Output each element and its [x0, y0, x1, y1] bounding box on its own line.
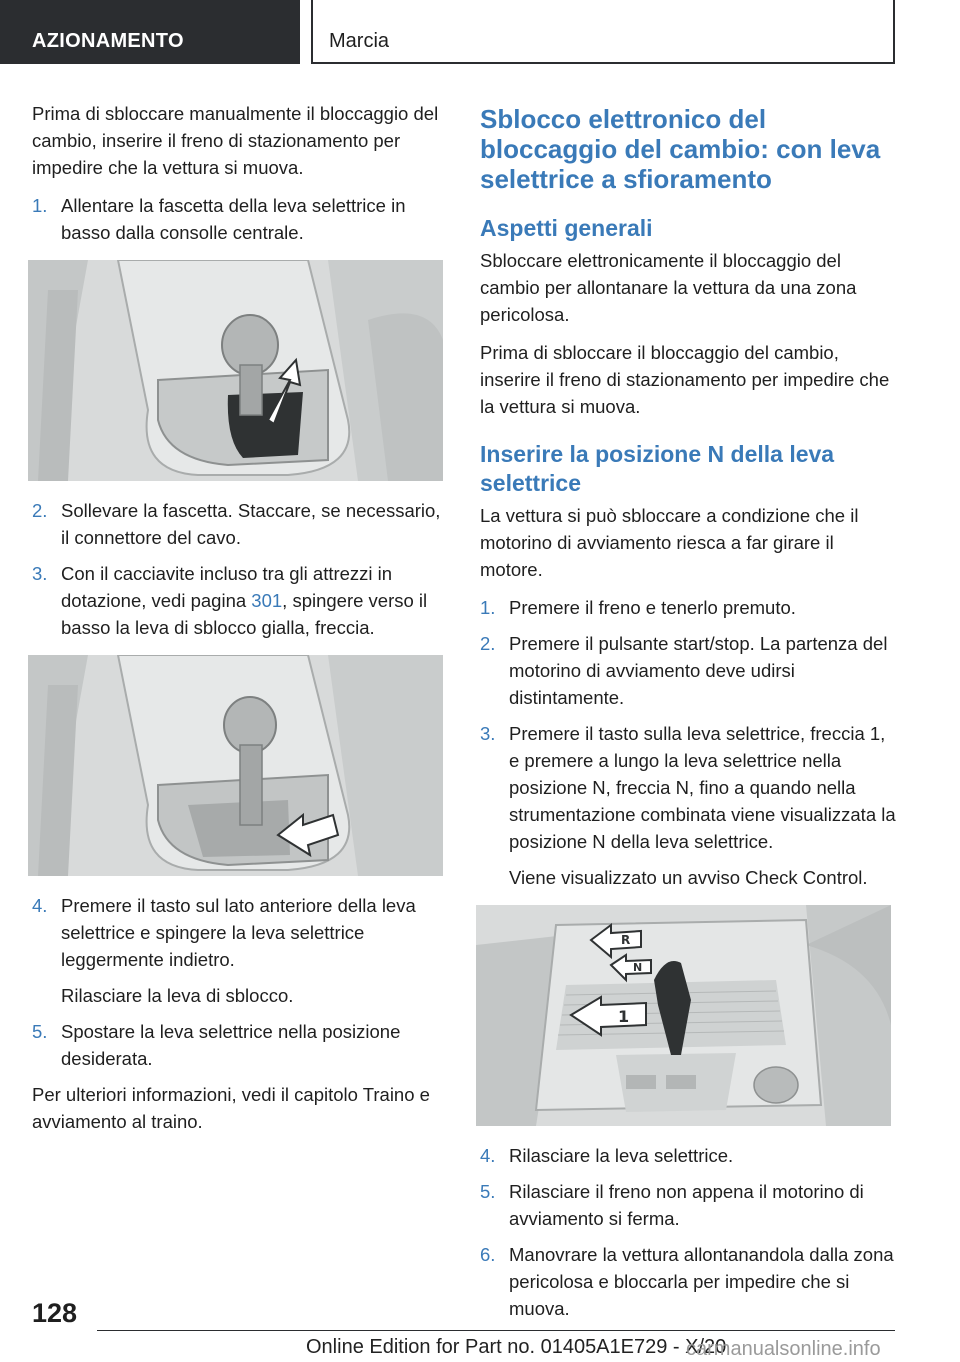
paragraph: Prima di sbloccare il bloccaggio del cambio, inserire il freno di stazionamento per impedire che la vettura si muova. — [480, 342, 890, 417]
step-number: 6. — [480, 1244, 496, 1265]
section-title: Sblocco elettronico del bloccaggio del cambio: con leva selettrice a sfioramento — [480, 104, 881, 194]
page-header — [0, 0, 960, 66]
step-number: 4. — [32, 895, 48, 916]
step-subtext: Rilasciare la leva di sblocco. — [61, 985, 294, 1006]
step-text: Rilasciare la leva selettrice. — [509, 1145, 734, 1166]
outro-paragraph: Per ulteriori informazioni, vedi il capitolo Traino e avviamento al traino. — [32, 1084, 430, 1132]
step-number: 2. — [32, 500, 48, 521]
paragraph: Sbloccare elettronicamente il bloccaggio del cambio per allontanare la vettura da una zona pericolosa. — [480, 250, 857, 325]
step-text: Allentare la fascetta della leva selettrice in basso dalla consolle centrale. — [61, 195, 406, 243]
step-item — [32, 497, 450, 551]
gear-lever-sleeve-figure — [28, 260, 443, 481]
step-text: Sollevare la fascetta. Staccare, se necessario, il connettore del cavo. — [61, 500, 441, 548]
step-number: 5. — [480, 1181, 496, 1202]
step-item — [32, 892, 450, 1009]
step-item — [480, 1178, 898, 1232]
step-item — [480, 1241, 898, 1322]
label-n: N — [633, 961, 643, 974]
section-tab: AZIONAMENTO — [0, 0, 300, 64]
left-column — [32, 100, 450, 1146]
step-number: 3. — [32, 563, 48, 584]
step-text: Premere il tasto sulla leva selettrice, freccia 1, e premere a lungo la leva selettrice nella posizione N, freccia N, fino a quando nella strumentazione combinata viene visualizzata la posizione N della leva selettrice. — [509, 723, 896, 852]
subsection-heading: Aspetti generali — [480, 215, 653, 241]
edition-footer: Online Edition for Part no. 01405A1E729 - X/20 — [306, 1336, 727, 1358]
right-column — [480, 100, 898, 1331]
footer-divider — [97, 1330, 895, 1331]
step-item — [32, 560, 450, 641]
watermark: carmanualsonline.info — [686, 1338, 881, 1360]
step-text: Premere il tasto sul lato anteriore della leva selettrice e spingere la leva selettrice leggermente indietro. — [61, 895, 416, 970]
selector-lever-figure — [476, 905, 891, 1126]
step-text: Premere il pulsante start/stop. La partenza del motorino di avviamento deve udirsi distintamente. — [509, 633, 888, 708]
label-r: R — [621, 933, 631, 947]
step-item — [32, 1018, 450, 1072]
step-number: 1. — [32, 195, 48, 216]
step-number: 1. — [480, 597, 496, 618]
step-number: 2. — [480, 633, 496, 654]
step-text: Premere il freno e tenerlo premuto. — [509, 597, 796, 618]
step-number: 4. — [480, 1145, 496, 1166]
release-lever-figure — [28, 655, 443, 876]
intro-paragraph: Prima di sbloccare manualmente il bloccaggio del cambio, inserire il freno di stazionamento per impedire che la vettura si muova. — [32, 103, 439, 178]
step-text: Rilasciare il freno non appena il motorino di avviamento si ferma. — [509, 1181, 864, 1229]
step-number: 5. — [32, 1021, 48, 1042]
page-number: 128 — [32, 1298, 78, 1328]
step-text: Spostare la leva selettrice nella posizione desiderata. — [61, 1021, 401, 1069]
step-number: 3. — [480, 723, 496, 744]
page-link[interactable]: 301 — [251, 590, 283, 611]
step-text: Con il cacciavite incluso tra gli attrezzi in dotazione, vedi pagina — [61, 563, 393, 611]
step-item — [32, 192, 450, 246]
step-subtext: Viene visualizzato un avviso Check Control. — [509, 867, 868, 888]
step-item — [480, 594, 898, 621]
chapter-title: Marcia — [311, 0, 895, 64]
label-1: 1 — [618, 1007, 630, 1026]
step-item — [480, 630, 898, 711]
step-item — [480, 1142, 898, 1169]
subsection-heading: Inserire la posizione N della leva selettrice — [480, 441, 835, 496]
step-text: , spingere verso il basso la leva di sblocco gialla, freccia. — [61, 590, 428, 638]
paragraph: La vettura si può sbloccare a condizione che il motorino di avviamento riesca a far girare il motore. — [480, 505, 859, 580]
step-text: Manovrare la vettura allontanandola dalla zona pericolosa e bloccarla per impedire che si muova. — [509, 1244, 894, 1319]
step-item — [480, 720, 898, 891]
